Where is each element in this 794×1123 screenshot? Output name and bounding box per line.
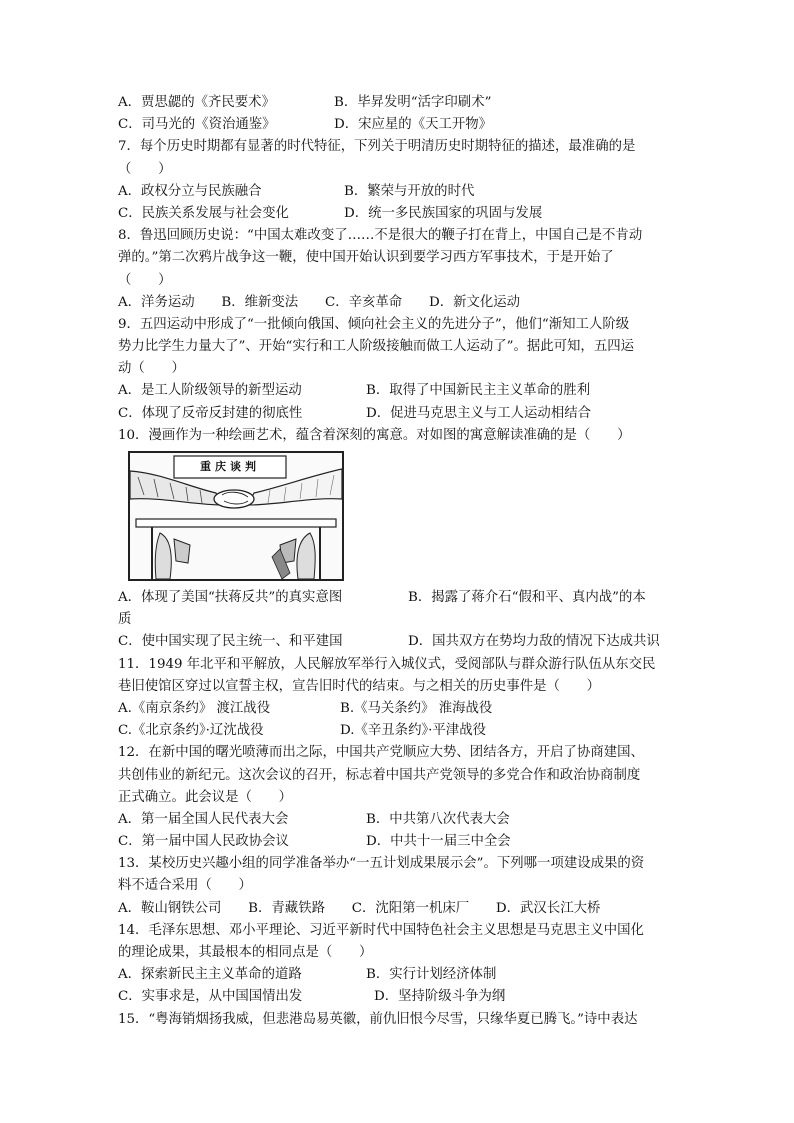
q7-blank: （ ） bbox=[118, 161, 172, 177]
q10-option-a: A．体现了美国“扶蒋反共”的真实意图 bbox=[118, 590, 343, 605]
q15-stem-line1: 15．“粤海销烟扬我威，但悲港岛易英徽，前仇旧恨今尽雪，只缘华夏已腾飞。”诗中表达 bbox=[118, 1011, 638, 1027]
q11-stem-line1: 11．1949 年北平和平解放，人民解放军举行入城仪式，受阅部队与群众游行队伍从东交民 bbox=[118, 656, 656, 672]
q12-option-a: A．第一届全国人民代表大会 bbox=[118, 811, 289, 827]
q12-stem-line3: 正式确立。此会议是（ ） bbox=[118, 789, 293, 805]
q14-options-row1 bbox=[118, 964, 698, 986]
q11-options-row1 bbox=[118, 698, 698, 720]
q9-stem-line1: 9．五四运动中形成了“一批倾向俄国、倾向社会主义的先进分子”，他们“渐知工人阶级 bbox=[118, 316, 630, 332]
q6-option-b: B．毕昇发明“活字印刷术” bbox=[334, 95, 492, 110]
q14-option-b: B．实行计划经济体制 bbox=[366, 967, 497, 983]
q10-option-b: B．揭露了蒋介石“假和平、真内战”的本 bbox=[408, 590, 646, 605]
q10-option-d: D．国共双方在势均力敌的情况下达成共识 bbox=[408, 634, 660, 650]
q6-option-d: D．宋应星的《天工开物》 bbox=[334, 117, 493, 133]
q14-stem-line2: 的理论成果，其最根本的相同点是（ ） bbox=[118, 945, 373, 960]
q7-option-b: B．繁荣与开放的时代 bbox=[344, 183, 475, 199]
q9-option-a: A．是工人阶级领导的新型运动 bbox=[118, 383, 302, 399]
q9-options-row1 bbox=[118, 380, 698, 402]
q13-options: A．鞍山钢铁公司 B．青藏铁路 C．沈阳第一机床厂 D．武汉长江大桥 bbox=[118, 900, 601, 916]
q12-stem-line1: 12．在新中国的曙光喷薄而出之际，中国共产党顺应大势、团结各方，开启了协商建国、 bbox=[118, 745, 644, 761]
q11-stem-line2: 巷旧使馆区穿过以宣誓主权，宣告旧时代的结束。与之相关的历史事件是（ ） bbox=[118, 678, 601, 694]
q10-options-row2 bbox=[118, 631, 698, 653]
cartoon-banner-title: 重庆谈判 bbox=[200, 460, 260, 473]
q11-option-a: A.《南京条约》 渡江战役 bbox=[118, 700, 271, 716]
q11-options-row2 bbox=[118, 720, 698, 742]
q14-options-row2 bbox=[118, 986, 698, 1008]
q14-option-c: C．实事求是，从中国国情出发 bbox=[118, 989, 303, 1005]
q6-options-row2 bbox=[118, 114, 698, 136]
q8-stem-line1: 8．鲁迅回顾历史说：“中国太难改变了……不是很大的鞭子打在背上，中国自己是不肯动 bbox=[118, 228, 643, 244]
q14-option-d: D．坚持阶级斗争为纲 bbox=[374, 989, 506, 1005]
q6-options-row1 bbox=[118, 92, 698, 114]
q12-options-row1 bbox=[118, 809, 698, 831]
q7-stem: 7．每个历史时期都有显著的时代特征，下列关于明清历史时期特征的描述，最准确的是 bbox=[118, 139, 636, 155]
q7-options-row2 bbox=[118, 203, 698, 225]
q13-stem-line1: 13．某校历史兴趣小组的同学准备举办“一五计划成果展示会”。下列哪一项建设成果的资 bbox=[118, 856, 645, 872]
q6-option-a: A．贾思勰的《齐民要术》 bbox=[118, 95, 275, 110]
q9-options-row2 bbox=[118, 403, 698, 425]
q9-option-d: D．促进马克思主义与工人运动相结合 bbox=[366, 405, 591, 421]
q7-option-c: C．民族关系发展与社会变化 bbox=[118, 205, 289, 221]
cartoon-image bbox=[128, 451, 344, 581]
q10-option-c: C．使中国实现了民主统一、和平建国 bbox=[118, 634, 343, 650]
q8-blank: （ ） bbox=[118, 272, 172, 288]
q12-options-row2 bbox=[118, 831, 698, 853]
q11-option-b: B.《马关条约》 淮海战役 bbox=[340, 700, 493, 716]
q6-option-c: C．司马光的《资治通鉴》 bbox=[118, 117, 276, 133]
q13-stem-line2: 料不适合采用（ ） bbox=[118, 878, 252, 894]
q12-option-b: B．中共第八次代表大会 bbox=[366, 811, 510, 827]
q11-option-d: D.《辛丑条约》·平津战役 bbox=[340, 723, 486, 739]
q8-options: A．洋务运动 B．维新变法 C．辛亥革命 D．新文化运动 bbox=[118, 294, 521, 310]
q7-option-d: D．统一多民族国家的巩固与发展 bbox=[344, 205, 543, 221]
q11-option-c: C.《北京条约》·辽沈战役 bbox=[118, 723, 264, 739]
q7-options-row1 bbox=[118, 181, 698, 203]
q9-stem-line3: 动（ ） bbox=[118, 361, 185, 377]
q14-stem-line1: 14．毛泽东思想、邓小平理论、习近平新时代中国特色社会主义思想是马克思主义中国化 bbox=[118, 922, 644, 938]
q9-option-c: C．体现了反帝反封建的彻底性 bbox=[118, 405, 303, 421]
q10-options-row1 bbox=[118, 587, 698, 609]
q9-stem-line2: 势力比学生力量大了”、开始“实行和工人阶级接触而做工人运动了”。据此可知，五四运 bbox=[118, 339, 634, 355]
q9-option-b: B．取得了中国新民主主义革命的胜利 bbox=[366, 383, 591, 399]
q7-option-a: A．政权分立与民族融合 bbox=[118, 183, 262, 199]
exam-page bbox=[118, 92, 698, 1031]
q12-option-c: C．第一届中国人民政协会议 bbox=[118, 834, 289, 850]
q12-option-d: D．中共十一届三中全会 bbox=[366, 834, 511, 850]
q12-stem-line2: 共创伟业的新纪元。这次会议的召开，标志着中国共产党领导的多党合作和政治协商制度 bbox=[118, 767, 641, 783]
q10-option-b-cont: 质 bbox=[118, 612, 132, 628]
q10-stem: 10．漫画作为一种绘画艺术，蕴含着深刻的寓意。对如图的寓意解读准确的是（ ） bbox=[118, 427, 631, 443]
q14-option-a: A．探索新民主主义革命的道路 bbox=[118, 967, 302, 983]
q8-stem-line2: 弹的。”第二次鸦片战争这一鞭，使中国开始认识到要学习西方军事技术，于是开始了 bbox=[118, 250, 614, 266]
